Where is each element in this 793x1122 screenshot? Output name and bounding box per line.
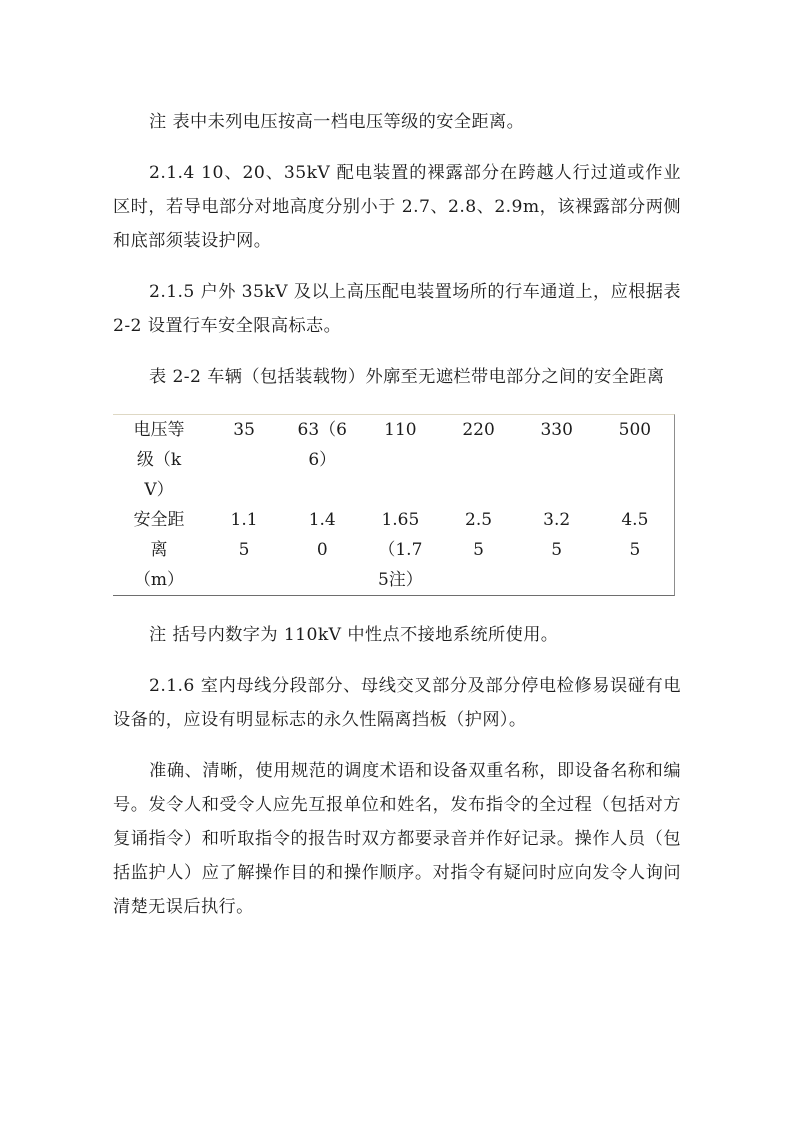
row-header-distance	[113, 505, 205, 595]
clause-2-1-6-text: 2.1.6 室内母线分段部分、母线交叉部分及部分停电检修易误碰有电设备的，应设有明显标志的永久性隔离挡板（护网）。	[113, 676, 681, 730]
safety-distance-table	[113, 415, 674, 595]
note-1-text: 注 表中未列电压按高一档电压等级的安全距离。	[149, 112, 525, 132]
spacer	[113, 139, 681, 156]
note-2-text: 注 括号内数字为 110kV 中性点不接地系统所使用。	[149, 625, 559, 645]
row-header-voltage-label: 电压等级（kV）	[133, 420, 185, 500]
cell-value: 220	[462, 420, 495, 440]
cell-distance-63	[283, 505, 361, 595]
cell-voltage-63	[283, 415, 361, 505]
cell-value: 35	[233, 420, 255, 440]
cell-distance-500	[596, 505, 674, 595]
clause-2-1-5-text: 2.1.5 户外 35kV 及以上高压配电装置场所的行车通道上，应根据表 2-2 设置行车安全限高标志。	[113, 282, 681, 336]
cell-voltage-110	[361, 415, 439, 505]
cell-value: 2.55	[465, 510, 493, 560]
spacer	[113, 343, 681, 360]
cell-value: 500	[618, 420, 652, 440]
clause-2-1-6	[113, 669, 681, 737]
spacer	[113, 737, 681, 754]
cell-value: 3.25	[543, 510, 571, 560]
cell-distance-330	[518, 505, 596, 595]
table-row	[113, 415, 674, 505]
body-column	[113, 105, 681, 924]
note-line-2	[113, 618, 681, 652]
cell-value: 63（66）	[297, 420, 347, 470]
cell-value: 4.55	[621, 510, 649, 560]
closing-paragraph	[113, 754, 681, 924]
spacer	[113, 652, 681, 669]
cell-distance-35	[205, 505, 283, 595]
clause-2-1-4	[113, 156, 681, 258]
cell-distance-110	[361, 505, 439, 595]
cell-value: 1.65（1.75注）	[377, 510, 423, 590]
cell-value: 1.40	[308, 510, 336, 560]
table-caption-text: 表 2-2 车辆（包括装载物）外廓至无遮栏带电部分之间的安全距离	[149, 367, 665, 387]
table-2-2	[113, 414, 675, 596]
closing-text: 准确、清晰，使用规范的调度术语和设备双重名称，即设备名称和编号。发令人和受令人应先互报单位和姓名，发布指令的全过程（包括对方复诵指令）和听取指令的报告时双方都要录音并作好记录。操作人员（包括监护人）应了解操作目的和操作顺序。对指令有疑问时应向发令人询问清楚无误后执行。	[113, 761, 681, 917]
clause-2-1-4-text: 2.1.4 10、20、35kV 配电装置的裸露部分在跨越人行过道或作业区时，若导电部分对地高度分别小于 2.7、2.8、2.9m，该裸露部分两侧和底部须装设护网。	[113, 163, 681, 251]
cell-value: 110	[384, 420, 417, 440]
note-line-1	[113, 105, 681, 139]
cell-value: 330	[540, 420, 573, 440]
table-row	[113, 505, 674, 595]
cell-voltage-500	[596, 415, 674, 505]
cell-voltage-35	[205, 415, 283, 505]
row-header-distance-label: 安全距离（m）	[133, 510, 185, 590]
cell-distance-220	[439, 505, 517, 595]
cell-voltage-330	[518, 415, 596, 505]
clause-2-1-5	[113, 275, 681, 343]
cell-value: 1.15	[230, 510, 258, 560]
table-caption	[113, 360, 681, 394]
cell-voltage-220	[439, 415, 517, 505]
spacer	[113, 596, 681, 618]
row-header-voltage	[113, 415, 205, 505]
spacer	[113, 258, 681, 275]
